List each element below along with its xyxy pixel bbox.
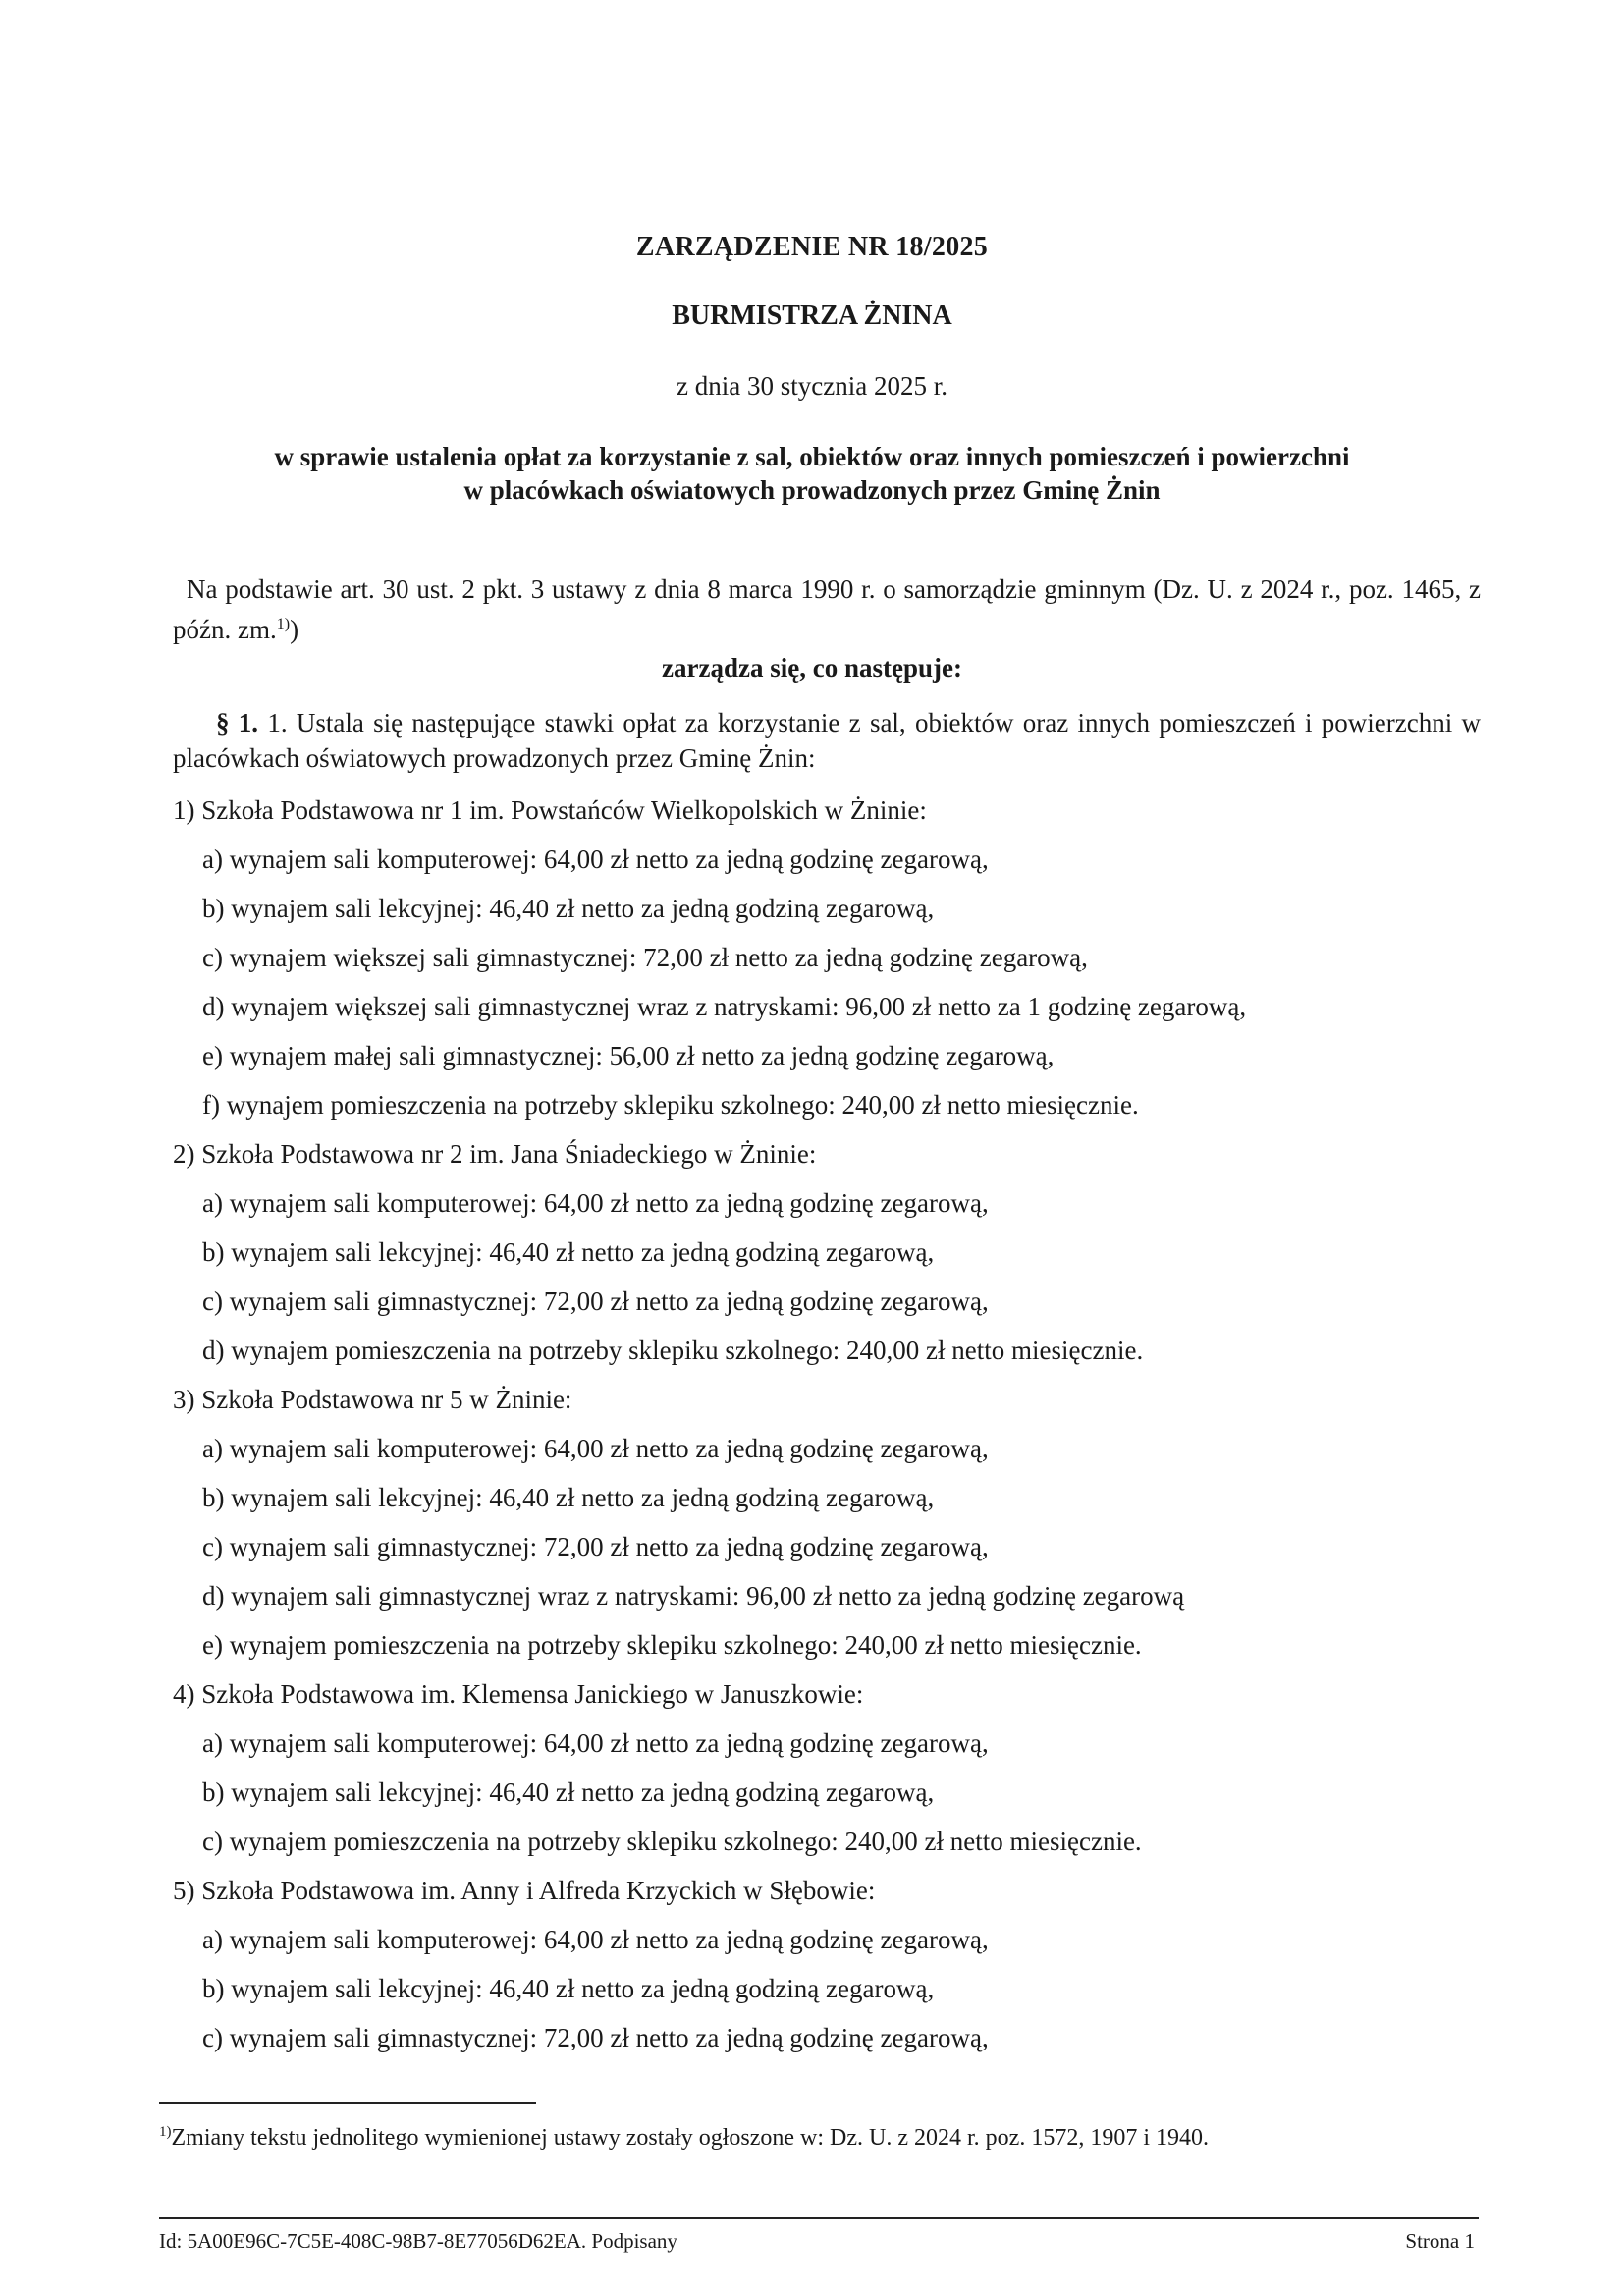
school-title: 3) Szkoła Podstawowa nr 5 w Żninie: [173,1385,572,1414]
footnote-ref-mark: 1) [276,616,291,632]
section-1-intro [173,705,1481,776]
school-title: 2) Szkoła Podstawowa nr 2 im. Jana Śniadeckiego w Żninie: [173,1139,817,1169]
list-item: c) wynajem większej sali gimnastycznej: 72,00 zł netto za jedną godzinę zegarową, [202,943,1088,972]
footnote [159,2116,1485,2154]
list-item: a) wynajem sali komputerowej: 64,00 zł netto za jedną godzinę zegarową, [202,845,989,874]
subject-line-2: w placówkach oświatowych prowadzonych przez Gminę Żnin [463,475,1161,505]
resolve-clause: zarządza się, co następuje: [662,653,962,683]
school-title: 1) Szkoła Podstawowa nr 1 im. Powstańców Wielkopolskich w Żninie: [173,795,927,825]
document-issuer: BURMISTRZA ŻNINA [672,301,952,331]
list-item: a) wynajem sali komputerowej: 64,00 zł netto za jedną godzinę zegarową, [202,1728,989,1758]
list-item: b) wynajem sali lekcyjnej: 46,40 zł netto za jedną godziną zegarową, [202,894,935,923]
list-item: c) wynajem pomieszczenia na potrzeby sklepiku szkolnego: 240,00 zł netto miesięcznie. [202,1827,1142,1856]
footnote-divider [159,2102,536,2104]
school-4 [173,1669,1481,1866]
school-title: 4) Szkoła Podstawowa im. Klemensa Janickiego w Januszkowie: [173,1679,864,1709]
list-item: b) wynajem sali lekcyjnej: 46,40 zł netto za jedną godziną zegarową, [202,1483,935,1512]
document-title: ZARZĄDZENIE NR 18/2025 [635,232,989,262]
legal-basis-paragraph [173,572,1481,647]
footer-divider [159,2217,1479,2219]
list-item: d) wynajem większej sali gimnastycznej wraz z natryskami: 96,00 zł netto za 1 godzinę zegarową, [202,992,1247,1021]
school-list [173,786,1481,2062]
list-item: b) wynajem sali lekcyjnej: 46,40 zł netto za jedną godziną zegarową, [202,1777,935,1807]
list-item: c) wynajem sali gimnastycznej: 72,00 zł netto za jedną godzinę zegarową, [202,1532,989,1561]
list-item: a) wynajem sali komputerowej: 64,00 zł netto za jedną godzinę zegarową, [202,1434,989,1463]
school-2 [173,1129,1481,1375]
document-date: z dnia 30 stycznia 2025 r. [677,371,947,401]
list-item: d) wynajem pomieszczenia na potrzeby sklepiku szkolnego: 240,00 zł netto miesięcznie. [202,1336,1144,1365]
list-item: a) wynajem sali komputerowej: 64,00 zł netto za jedną godzinę zegarową, [202,1188,989,1218]
list-item: f) wynajem pomieszczenia na potrzeby sklepiku szkolnego: 240,00 zł netto miesięcznie. [202,1090,1139,1120]
document-subject [0,440,1624,507]
footnote-mark: 1) [159,2124,172,2140]
document-id: Id: 5A00E96C-7C5E-408C-98B7-8E77056D62EA. Podpisany [159,2229,677,2253]
section-1-label: § 1. [216,708,259,738]
section-1-intro-text: 1. Ustala się następujące stawki opłat za korzystanie z sal, obiektów oraz innych pomieszczeń i powierzchni w placówkach oświatowych prowadzonych przez Gminę Żnin: [173,708,1481,773]
page-number: Strona 1 [1405,2229,1475,2253]
list-item: c) wynajem sali gimnastycznej: 72,00 zł netto za jedną godzinę zegarową, [202,1286,989,1316]
list-item: e) wynajem małej sali gimnastycznej: 56,00 zł netto za jedną godzinę zegarową, [202,1041,1055,1070]
school-title: 5) Szkoła Podstawowa im. Anny i Alfreda Krzyckich w Słębowie: [173,1876,876,1905]
list-item: a) wynajem sali komputerowej: 64,00 zł netto za jedną godzinę zegarową, [202,1925,989,1954]
legal-basis-closing: ) [290,615,299,644]
legal-basis-text: Na podstawie art. 30 ust. 2 pkt. 3 ustawy z dnia 8 marca 1990 r. o samorządzie gminnym (Dz. U. z 2024 r., poz. 1465, z późn. zm. [173,574,1481,644]
list-item: e) wynajem pomieszczenia na potrzeby sklepiku szkolnego: 240,00 zł netto miesięcznie. [202,1630,1142,1660]
list-item: d) wynajem sali gimnastycznej wraz z natryskami: 96,00 zł netto za jedną godzinę zegarową [202,1581,1185,1611]
school-3 [173,1375,1481,1669]
footnote-text: Zmiany tekstu jednolitego wymienionej ustawy zostały ogłoszone w: Dz. U. z 2024 r. poz. 1572, 1907 i 1940. [171,2125,1210,2151]
list-item: b) wynajem sali lekcyjnej: 46,40 zł netto za jedną godziną zegarową, [202,1237,935,1267]
subject-line-1: w sprawie ustalenia opłat za korzystanie z sal, obiektów oraz innych pomieszczeń i powierzchni [274,442,1350,471]
list-item: c) wynajem sali gimnastycznej: 72,00 zł netto za jedną godzinę zegarową, [202,2023,989,2052]
list-item: b) wynajem sali lekcyjnej: 46,40 zł netto za jedną godziną zegarową, [202,1974,935,2003]
school-1 [173,786,1481,1129]
school-5 [173,1866,1481,2062]
